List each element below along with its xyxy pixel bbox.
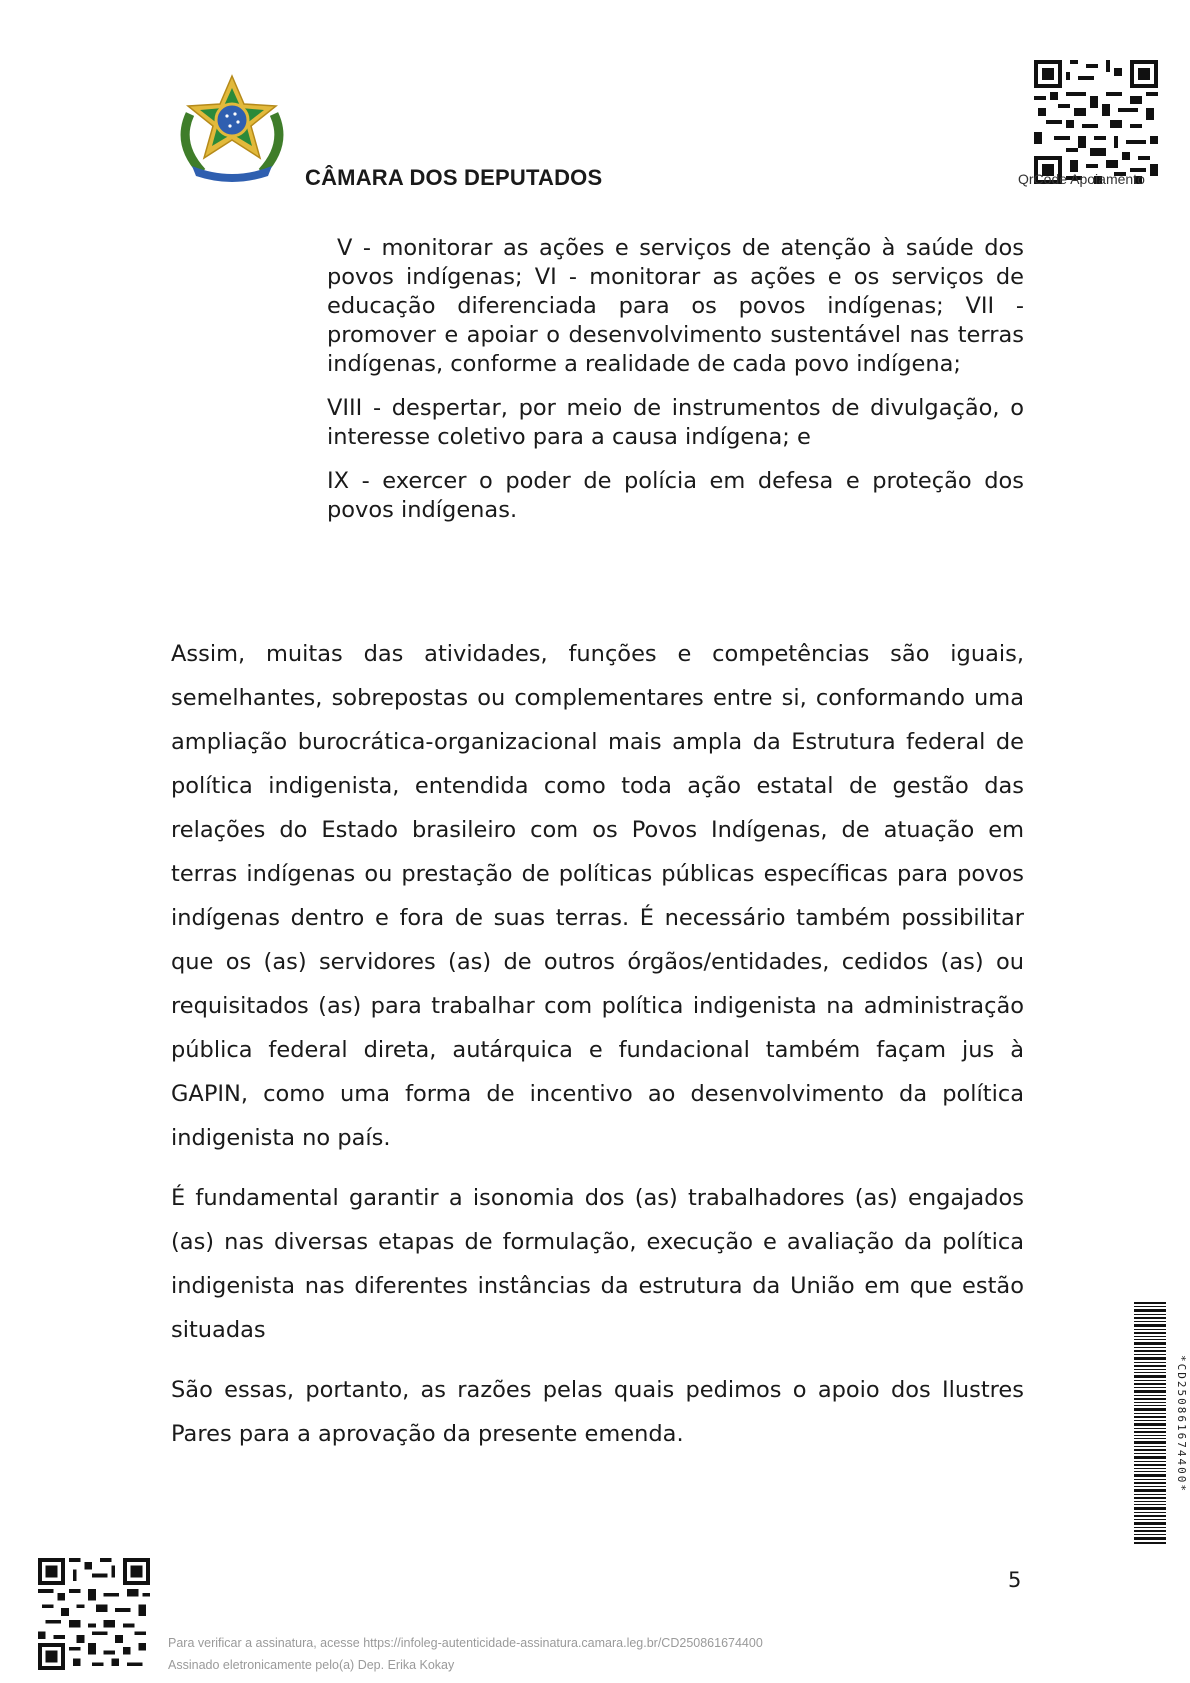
- page-number: 5: [1008, 1568, 1022, 1592]
- quote-paragraph: VIII - despertar, por meio de instrumentos de divulgação, o interesse coletivo para a causa indígena; e: [327, 395, 1024, 450]
- quote-paragraph: V - monitorar as ações e serviços de atenção à saúde dos povos indígenas; VI - monitorar as ações e os serviços de educação diferenciada para os povos indígenas; VII - promover e apoiar o desenvolvimento sustentável nas terras indígenas, conforme a realidade de cada povo indígena;: [327, 235, 1024, 377]
- body-text: [171, 632, 1024, 1472]
- barcode-number: *CD250861674400*: [1175, 1355, 1188, 1493]
- document-barcode: [1134, 1302, 1186, 1546]
- quote-paragraph: IX - exercer o poder de polícia em defesa e proteção dos povos indígenas.: [327, 468, 1024, 523]
- qr-code-signature: [38, 1558, 150, 1670]
- signed-by-note: Assinado eletronicamente pelo(a) Dep. Erika Kokay: [168, 1658, 455, 1672]
- body-paragraph: Assim, muitas das atividades, funções e competências são iguais, semelhantes, sobrepostas ou complementares entre si, conformando uma ampliação burocrática-organizacional mais ampla da Estrutura federal de política indigenista, entendida como toda ação estatal de gestão das relações do Estado brasileiro com os Povos Indígenas, de atuação em terras indígenas ou prestação de políticas públicas específicas para povos indígenas dentro e fora de suas terras. É necessário também possibilitar que os (as) servidores (as) de outros órgãos/entidades, cedidos (as) ou requisitados (as) para trabalhar com política indigenista na administração pública federal direta, autárquica e fundacional também façam jus à GAPIN, como uma forma de incentivo ao desenvolvimento da política indigenista no país.: [171, 641, 1024, 1151]
- institution-name: CÂMARA DOS DEPUTADOS: [305, 165, 603, 190]
- coat-of-arms-logo: [172, 74, 292, 184]
- quoted-block: [327, 234, 1024, 540]
- body-paragraph: São essas, portanto, as razões pelas quais pedimos o apoio dos Ilustres Pares para a aprovação da presente emenda.: [171, 1377, 1024, 1447]
- qr-code-caption: QrCode Apoiamento: [1018, 171, 1145, 187]
- qr-code-top: [1034, 60, 1158, 184]
- signature-verification-note: Para verificar a assinatura, acesse https://infoleg-autenticidade-assinatura.camara.leg.br/CD250861674400: [168, 1636, 763, 1650]
- body-paragraph: É fundamental garantir a isonomia dos (as) trabalhadores (as) engajados (as) nas diversas etapas de formulação, execução e avaliação da política indigenista nas diferentes instâncias da estrutura da União em que estão situadas: [171, 1185, 1024, 1343]
